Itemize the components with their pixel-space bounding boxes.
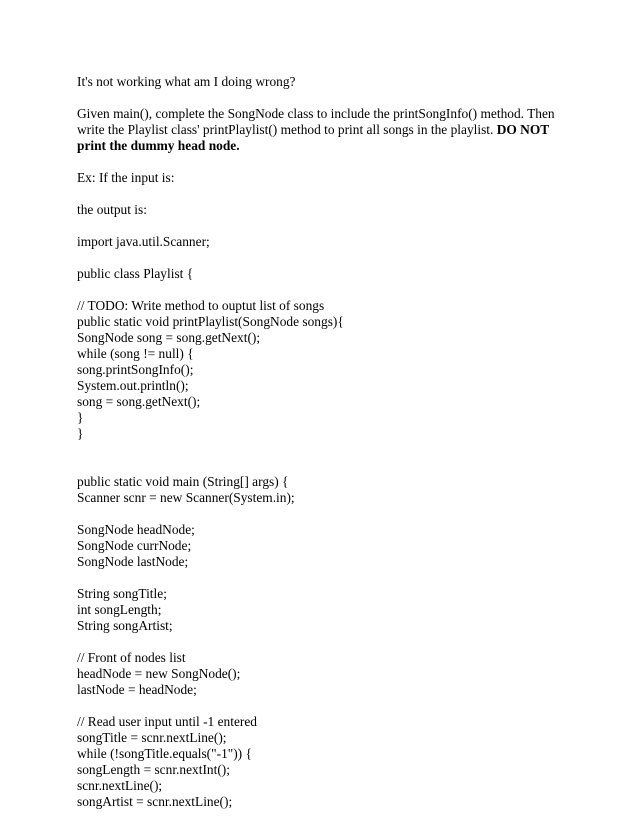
code-line: while (song != null) { (77, 346, 194, 361)
print-playlist-method (77, 298, 567, 442)
import-statement: import java.util.Scanner; (77, 234, 210, 249)
code-line: } (77, 426, 84, 441)
read-input-block (77, 714, 567, 810)
code-line: String songArtist; (77, 618, 173, 633)
document-content (77, 74, 567, 826)
code-line: // Read user input until -1 entered (77, 714, 257, 729)
code-line: songTitle = scnr.nextLine(); (77, 730, 227, 745)
code-line: System.out.println(); (77, 378, 189, 393)
code-line: lastNode = headNode; (77, 682, 197, 697)
code-line: song = song.getNext(); (77, 394, 201, 409)
code-line: Scanner scnr = new Scanner(System.in); (77, 490, 295, 505)
front-of-list-block (77, 650, 567, 698)
code-line: SongNode currNode; (77, 538, 192, 553)
code-line: SongNode song = song.getNext(); (77, 330, 261, 345)
class-declaration: public class Playlist { (77, 266, 194, 281)
code-line: songArtist = scnr.nextLine(); (77, 794, 233, 809)
instructions-paragraph (77, 106, 567, 154)
example-input-label: Ex: If the input is: (77, 170, 175, 185)
main-method-header (77, 474, 567, 506)
code-line: } (77, 410, 84, 425)
code-line: public static void printPlaylist(SongNode songs){ (77, 314, 344, 329)
code-line: songLength = scnr.nextInt(); (77, 762, 230, 777)
variable-declarations (77, 586, 567, 634)
code-line: while (!songTitle.equals("-1")) { (77, 746, 252, 761)
question-text: It's not working what am I doing wrong? (77, 74, 296, 89)
code-line: String songTitle; (77, 586, 167, 601)
code-line: headNode = new SongNode(); (77, 666, 241, 681)
code-line: song.printSongInfo(); (77, 362, 194, 377)
code-line: SongNode headNode; (77, 522, 195, 537)
instructions-bold-text: DO NOT print the dummy head node. (77, 122, 549, 153)
code-line: public static void main (String[] args) { (77, 474, 289, 489)
instructions-text: Given main(), complete the SongNode class to include the printSongInfo() method. Then write the Playlist class' printPlaylist() method to print all songs in the playlist. (77, 106, 555, 137)
code-line: // Front of nodes list (77, 650, 186, 665)
code-line: int songLength; (77, 602, 162, 617)
code-line: SongNode lastNode; (77, 554, 189, 569)
example-output-label: the output is: (77, 202, 147, 217)
node-declarations (77, 522, 567, 570)
code-line: scnr.nextLine(); (77, 778, 163, 793)
code-line: // TODO: Write method to ouptut list of songs (77, 298, 325, 313)
